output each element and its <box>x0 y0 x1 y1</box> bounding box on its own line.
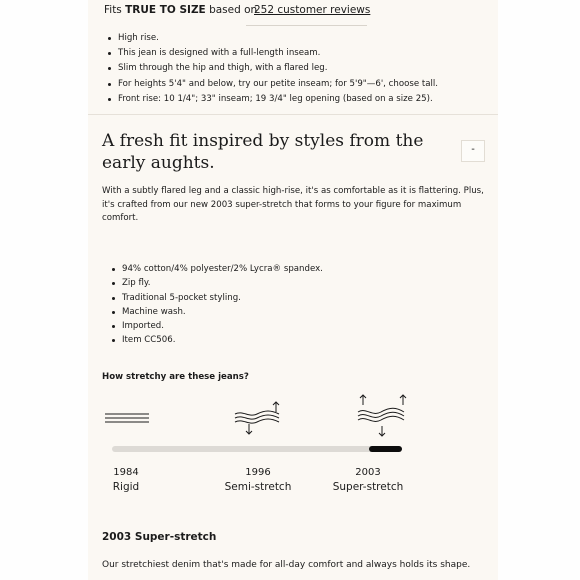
fit-summary <box>104 3 257 17</box>
features-list <box>110 262 323 348</box>
fit-emphasis: TRUE TO SIZE <box>125 4 206 16</box>
stretch-level-super-stretch <box>327 465 409 495</box>
stretch-level-year: 1984 <box>113 467 139 478</box>
fit-suffix: based on <box>205 4 258 16</box>
stretch-level-name: Semi-stretch <box>224 481 292 493</box>
list-item: This jean is designed with a full-length inseam. <box>106 46 438 61</box>
stretch-scale-selected-segment <box>369 446 402 452</box>
super-stretch-wave-icon <box>352 392 414 438</box>
list-item: Machine wash. <box>110 305 323 319</box>
selected-stretch-description: Our stretchiest denim that's made for all-day comfort and always holds its shape. <box>102 560 471 570</box>
stretch-scale-track <box>112 446 402 452</box>
stretch-level-year: 2003 <box>355 467 381 478</box>
product-description: With a subtly flared leg and a classic high-rise, it's as comfortable as it is flattering. Plus, it's crafted from our new 2003 super-stretch that forms to your figure for maximum comfort. <box>102 186 484 223</box>
selected-stretch-title: 2003 Super-stretch <box>102 531 217 543</box>
list-item: Front rise: 10 1/4"; 33" inseam; 19 3/4" leg opening (based on a size 25). <box>106 92 438 107</box>
customer-reviews-link[interactable]: 252 customer reviews <box>254 4 371 16</box>
stretch-level-year: 1996 <box>245 467 271 478</box>
stretch-level-name: Rigid <box>112 481 140 493</box>
semi-stretch-wave-icon <box>232 400 290 436</box>
list-item: For heights 5'4" and below, try our petite inseam; for 5'9"—6', choose tall. <box>106 77 438 92</box>
section-headline: A fresh fit inspired by styles from the early aughts. <box>102 131 424 173</box>
list-item: Slim through the hip and thigh, with a flared leg. <box>106 61 438 76</box>
fit-prefix: Fits <box>104 4 126 16</box>
list-item: 94% cotton/4% polyester/2% Lycra® spandex. <box>110 262 323 276</box>
stretch-question: How stretchy are these jeans? <box>102 372 249 382</box>
stretch-level-rigid <box>100 465 152 495</box>
stretch-level-name: Super-stretch <box>332 481 404 493</box>
list-item: Zip fly. <box>110 276 323 290</box>
list-item: High rise. <box>106 31 438 46</box>
section-divider <box>88 114 498 115</box>
list-item: Imported. <box>110 319 323 333</box>
list-item: Traditional 5-pocket styling. <box>110 291 323 305</box>
collapse-section-button[interactable]: - <box>461 140 485 162</box>
list-item: Item CC506. <box>110 333 323 347</box>
fit-specs-list <box>106 31 438 107</box>
stretch-level-semi-stretch <box>215 465 301 495</box>
rigid-lines-icon <box>104 412 150 424</box>
